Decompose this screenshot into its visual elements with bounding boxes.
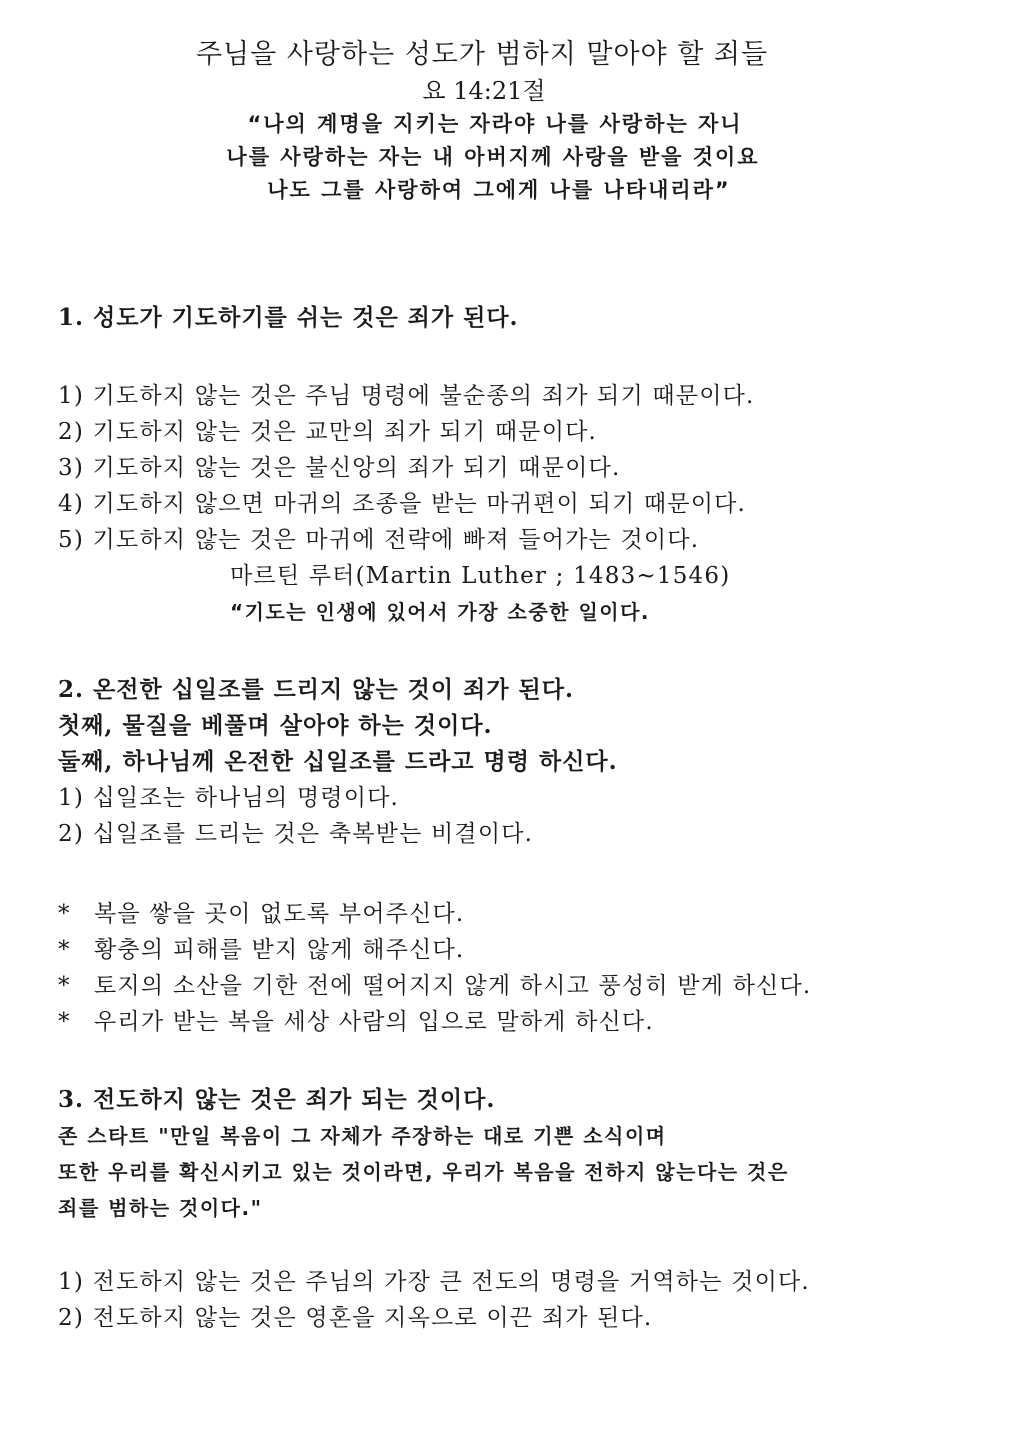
page-title: 주님을 사랑하는 성도가 범하지 말아야 할 죄들 [195, 39, 769, 70]
bullet-item [58, 896, 998, 932]
scripture-quote-line: 나를 사랑하는 자는 내 아버지께 사랑을 받을 것이요 [226, 145, 760, 169]
quote-line: 존 스타트 "만일 복음이 그 자체가 주장하는 대로 기쁜 소식이며 [58, 1124, 667, 1148]
list-item: 2) 기도하지 않는 것은 교만의 죄가 되기 때문이다. [58, 419, 598, 445]
section-3 [58, 1082, 998, 1226]
scripture-quote-line: “나의 계명을 지키는 자라야 나를 사랑하는 자니 [247, 112, 743, 136]
asterisk-bullet: * [58, 937, 71, 963]
section-2 [58, 672, 998, 852]
asterisk-bullet: * [58, 1009, 71, 1035]
list-item: 1) 십일조는 하나님의 명령이다. [58, 785, 400, 811]
list-item: 5) 기도하지 않는 것은 마귀에 전략에 빠져 들어가는 것이다. [58, 527, 700, 553]
point-item: 첫째, 물질을 베풀며 살아야 하는 것이다. [58, 712, 493, 739]
document-header [0, 36, 1028, 207]
section-3-list [58, 1264, 998, 1336]
section-heading: 3. 전도하지 않는 것은 죄가 되는 것이다. [58, 1086, 496, 1113]
bullet-text: 토지의 소산을 기한 전에 떨어지지 않게 하시고 풍성히 받게 하신다. [94, 973, 812, 999]
bullet-text: 복을 쌓을 곳이 없도록 부어주신다. [94, 901, 465, 927]
citation-quote: “기도는 인생에 있어서 가장 소중한 일이다. [230, 600, 650, 624]
list-item: 3) 기도하지 않는 것은 불신앙의 죄가 되기 때문이다. [58, 455, 621, 481]
section-1-heading-block [58, 300, 998, 336]
list-item: 1) 기도하지 않는 것은 주님 명령에 불순종의 죄가 되기 때문이다. [58, 383, 755, 409]
section-heading: 2. 온전한 십일조를 드리지 않는 것이 죄가 된다. [58, 676, 574, 703]
quote-line: 죄를 범하는 것이다." [58, 1196, 263, 1220]
section-1-list [58, 378, 998, 630]
quote-line: 또한 우리를 확신시키고 있는 것이라면, 우리가 복음을 전하지 않는다는 것은 [58, 1160, 789, 1184]
asterisk-bullet: * [58, 901, 71, 927]
list-item: 2) 십일조를 드리는 것은 축복받는 비결이다. [58, 821, 534, 847]
list-item: 1) 전도하지 않는 것은 주님의 가장 큰 전도의 명령을 거역하는 것이다. [58, 1269, 810, 1295]
bullet-text: 우리가 받는 복을 세상 사람의 입으로 말하게 하신다. [94, 1009, 654, 1035]
bullet-item [58, 1004, 998, 1040]
section-2-bullets [58, 896, 998, 1040]
attribution: 마르틴 루터(Martin Luther ; 1483~1546) [230, 563, 731, 589]
bullet-item [58, 968, 998, 1004]
bullet-item [58, 932, 998, 968]
point-item: 둘째, 하나님께 온전한 십일조를 드라고 명령 하신다. [58, 748, 618, 775]
section-heading: 1. 성도가 기도하기를 쉬는 것은 죄가 된다. [58, 304, 519, 331]
asterisk-bullet: * [58, 973, 71, 999]
bullet-text: 황충의 피해를 받지 않게 해주신다. [94, 937, 465, 963]
list-item: 2) 전도하지 않는 것은 영혼을 지옥으로 이끈 죄가 된다. [58, 1305, 653, 1331]
list-item: 4) 기도하지 않으면 마귀의 조종을 받는 마귀편이 되기 때문이다. [58, 491, 747, 517]
scripture-reference: 요 14:21절 [422, 77, 546, 105]
scripture-quote-line: 나도 그를 사랑하여 그에게 나를 나타내리라” [267, 178, 731, 202]
